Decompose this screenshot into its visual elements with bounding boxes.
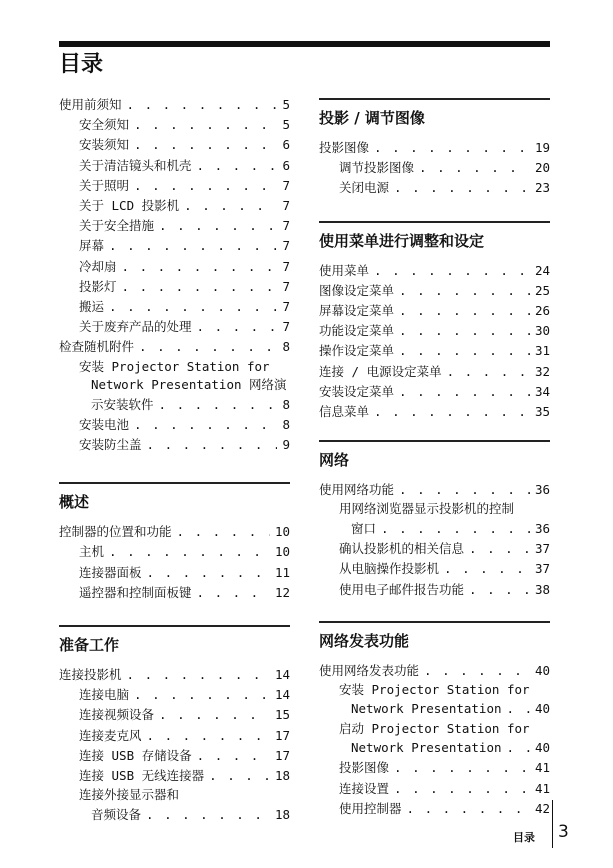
leader-dots [134,685,270,705]
entry-text: Network Presentation [351,740,502,756]
entry-text: 屏幕 [79,238,105,254]
entry-text: 使用菜单 [319,262,370,278]
toc-entry[interactable] [319,758,550,778]
page-number: 40 [534,701,550,717]
toc-entry[interactable] [59,257,290,277]
toc-entry[interactable] [319,362,550,382]
leader-dots [146,805,270,825]
toc-entry[interactable] [59,522,290,542]
leader-dots [197,583,270,603]
entry-text: 冷却扇 [79,258,117,274]
page-number: 6 [282,157,290,173]
page-number: 7 [282,278,290,294]
toc-entry[interactable] [59,435,290,455]
entry-text: 调节投影图像 [339,160,415,176]
section-heading: 准备工作 [59,636,120,655]
entry-text: 关于废弃产品的处理 [79,319,192,335]
leader-dots [399,382,530,402]
entry-text: 连接视频设备 [79,707,155,723]
page-number: 14 [274,667,290,683]
toc-entry[interactable] [59,726,290,746]
page-number: 35 [534,404,550,420]
page-number: 18 [274,768,290,784]
toc-entry[interactable] [319,138,550,158]
top-rule [59,41,550,47]
leader-dots [139,337,277,357]
toc-entry[interactable] [59,705,290,725]
leader-dots [134,115,277,135]
page-number: 20 [534,160,550,176]
leader-dots [507,699,530,719]
toc-group [319,539,550,600]
entry-text: 检查随机附件 [59,339,135,355]
toc-multiline-entry[interactable] [59,786,290,825]
entry-text: 连接投影机 [59,667,122,683]
entry-line: 安装 Projector Station for [339,681,530,697]
entry-text: 音频设备 [91,806,142,822]
leader-dots [197,156,278,176]
toc-multiline-entry[interactable] [319,500,550,539]
page-number: 34 [534,383,550,399]
toc-entry[interactable] [319,539,550,559]
toc-right-column [319,98,550,819]
leader-dots [399,301,530,321]
toc-left-column [59,95,290,825]
entry-text: 遥控器和控制面板键 [79,584,192,600]
toc-entry[interactable] [319,261,550,281]
leader-dots [197,746,270,766]
toc-entry[interactable] [319,661,550,681]
toc-entry[interactable] [319,158,550,178]
leader-dots [394,758,530,778]
page-number: 7 [282,198,290,214]
leader-dots [399,281,530,301]
page-number: 37 [534,541,550,557]
toc-entry[interactable] [59,95,290,115]
toc-entry[interactable] [59,236,290,256]
entry-text: 搬运 [79,299,105,315]
toc-multiline-entry[interactable] [319,720,550,759]
entry-last-line [59,395,290,415]
entry-text: 投影图像 [319,140,370,155]
leader-dots [444,559,530,579]
page-number: 7 [282,177,290,193]
page-number: 37 [534,561,550,577]
toc-entry[interactable] [319,480,550,500]
footer-page-number: 3 [558,822,569,842]
entry-text: 安装设定菜单 [319,383,395,399]
footer-label: 目录 [513,831,535,844]
toc-entry[interactable] [319,580,550,600]
entry-last-line [319,519,550,539]
page-number: 14 [274,687,290,703]
leader-dots [399,321,530,341]
page-number: 26 [534,303,550,319]
entry-text: 连接麦克风 [79,727,142,743]
leader-dots [159,395,278,415]
leader-dots [184,196,277,216]
toc-group [59,665,290,786]
entry-text: 确认投影机的相关信息 [339,541,465,557]
leader-dots [447,362,530,382]
entry-text: 关于安全措施 [79,218,155,234]
toc-entry[interactable] [59,563,290,583]
page-number: 10 [274,544,290,560]
entry-text: 关闭电源 [339,180,390,196]
toc-group [319,138,550,199]
toc-entry[interactable] [319,799,550,819]
toc-group [319,661,550,681]
leader-dots [122,257,278,277]
entry-text: Network Presentation [351,701,502,717]
page-number: 8 [282,339,290,355]
leader-dots [424,661,530,681]
page-number: 30 [534,323,550,339]
toc-group [319,261,550,423]
toc-entry[interactable] [319,281,550,301]
page-number: 7 [282,319,290,335]
leader-dots [177,522,270,542]
entry-line: 安装 Projector Station for [79,358,270,374]
entry-last-line [59,805,290,825]
toc-entry[interactable] [59,297,290,317]
page-number: 31 [534,343,550,359]
leader-dots [374,402,530,422]
page-number: 5 [282,97,290,112]
toc-entry[interactable] [319,321,550,341]
page-number: 17 [274,727,290,743]
entry-text: 从电脑操作投影机 [339,561,440,577]
entry-line: 连接外接显示器和 [79,787,180,803]
section-heading: 概述 [59,493,90,512]
page-number: 38 [534,581,550,597]
page-number: 24 [534,262,550,278]
page-number: 42 [534,800,550,816]
leader-dots [147,435,278,455]
entry-text: 连接 / 电源设定菜单 [319,363,442,379]
section-heading: 投影 / 调节图像 [319,109,425,127]
toc-entry[interactable] [59,746,290,766]
toc-entry[interactable] [319,382,550,402]
entry-text: 图像设定菜单 [319,282,395,298]
entry-text: 使用电子邮件报告功能 [339,581,465,597]
section-heading: 使用菜单进行调整和设定 [319,231,485,250]
toc-entry[interactable] [59,415,290,435]
section-heading: 网络 [319,451,350,470]
page-number: 18 [274,806,290,822]
page-number: 41 [534,780,550,796]
leader-dots [399,480,530,500]
toc-entry[interactable] [59,176,290,196]
page-number: 7 [282,218,290,234]
leader-dots [381,519,530,539]
page-number: 7 [282,238,290,254]
toc-entry[interactable] [59,583,290,603]
toc-entry[interactable] [59,115,290,135]
entry-text: 使用控制器 [339,800,402,816]
entry-text: 连接 USB 无线连接器 [79,768,205,784]
page-number: 25 [534,282,550,298]
leader-dots [109,236,277,256]
page-number: 40 [534,740,550,756]
entry-text: 主机 [79,544,105,560]
toc-entry[interactable] [319,779,550,799]
leader-dots [159,705,270,725]
toc-group [59,95,290,358]
toc-group [59,415,290,455]
entry-text: 信息菜单 [319,404,370,420]
entry-text: 使用网络发表功能 [319,662,420,678]
entry-text: 安装电池 [79,416,130,432]
entry-line: 启动 Projector Station for [339,720,530,736]
toc-multiline-entry[interactable] [319,681,550,720]
page-title: 目录 [59,52,104,77]
entry-text: 安装防尘盖 [79,437,142,453]
page-number: 8 [282,416,290,432]
page-number: 7 [282,258,290,274]
footer-divider [552,800,553,848]
page-number: 32 [534,363,550,379]
leader-dots [209,766,270,786]
entry-text: 操作设定菜单 [319,343,395,359]
page-number: 40 [534,662,550,678]
toc-entry[interactable] [59,542,290,562]
entry-text: 屏幕设定菜单 [319,303,395,319]
entry-line: 用网络浏览器显示投影机的控制 [339,501,515,517]
toc-group [59,522,290,603]
toc-entry[interactable] [59,216,290,236]
entry-text: 关于照明 [79,177,130,193]
page-number: 19 [534,140,550,155]
leader-dots [127,95,278,115]
page-number: 10 [274,524,290,540]
toc-multiline-entry[interactable] [59,358,290,415]
entry-text: 连接设置 [339,780,390,796]
leader-dots [159,216,277,236]
toc-entry[interactable] [319,178,550,198]
entry-text: 窗口 [351,520,377,536]
leader-dots [134,135,277,155]
leader-dots [407,799,530,819]
leader-dots [147,563,270,583]
leader-dots [374,261,530,281]
toc-entry[interactable] [59,766,290,786]
entry-text: 使用前须知 [59,97,122,112]
toc-entry[interactable] [319,559,550,579]
toc-entry[interactable] [59,135,290,155]
leader-dots [109,542,270,562]
toc-entry[interactable] [59,317,290,337]
leader-dots [419,158,530,178]
entry-line: Network Presentation 网络演 [91,377,287,393]
toc-group [319,480,550,500]
page-number: 8 [282,396,290,412]
entry-text: 连接电脑 [79,687,130,703]
entry-text: 投影灯 [79,278,117,294]
page-number: 6 [282,137,290,153]
leader-dots [507,738,530,758]
leader-dots [122,277,278,297]
toc-entry[interactable] [319,402,550,422]
entry-text: 示安装软件 [91,396,154,412]
page-number: 9 [282,437,290,453]
page-number: 5 [282,117,290,133]
entry-text: 安全须知 [79,117,130,133]
page-number: 7 [282,299,290,315]
toc-entry[interactable] [59,156,290,176]
entry-text: 连接 USB 存储设备 [79,747,192,763]
entry-last-line [319,699,550,719]
entry-text: 使用网络功能 [319,482,395,498]
entry-text: 控制器的位置和功能 [59,524,172,540]
leader-dots [109,297,277,317]
leader-dots [394,178,530,198]
toc-entry[interactable] [59,337,290,357]
entry-last-line [319,738,550,758]
page-number: 36 [534,520,550,536]
leader-dots [399,341,530,361]
entry-text: 关于清洁镜头和机壳 [79,157,192,173]
leader-dots [469,539,530,559]
leader-dots [134,415,277,435]
entry-text: 投影图像 [339,760,390,776]
toc-entry[interactable] [319,341,550,361]
leader-dots [469,580,530,600]
leader-dots [394,779,530,799]
toc-entry[interactable] [59,665,290,685]
page-number: 36 [534,482,550,498]
leader-dots [147,726,270,746]
toc-entry[interactable] [59,685,290,705]
leader-dots [197,317,278,337]
page-number: 11 [274,564,290,580]
page-number: 15 [274,707,290,723]
toc-entry[interactable] [59,196,290,216]
toc-entry[interactable] [59,277,290,297]
toc-entry[interactable] [319,301,550,321]
page-number: 12 [274,584,290,600]
page-number: 41 [534,760,550,776]
section-heading: 网络发表功能 [319,631,410,650]
leader-dots [134,176,277,196]
leader-dots [127,665,270,685]
entry-text: 功能设定菜单 [319,323,395,339]
entry-text: 连接器面板 [79,564,142,580]
entry-text: 安装须知 [79,137,130,153]
entry-text: 关于 LCD 投影机 [79,198,180,214]
page-number: 17 [274,747,290,763]
page-number: 23 [534,180,550,196]
toc-group [319,758,550,819]
leader-dots [374,138,530,158]
